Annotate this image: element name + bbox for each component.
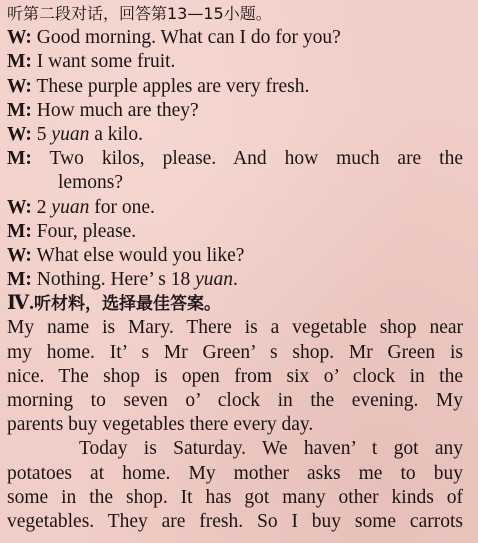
dialogue-text: Two kilos, please. And how much are the — [49, 148, 463, 170]
passage-line: potatoes at home. My mother asks me to buy — [7, 462, 463, 484]
dialogue-text: for one. — [94, 196, 155, 218]
dialogue-text: These purple apples are very fresh. — [36, 75, 310, 97]
dialogue-line — [7, 244, 463, 268]
dialogue-text: Good morning. What can I do for you? — [36, 27, 341, 49]
dialogue-line — [7, 220, 463, 244]
currency-word: yuan — [195, 269, 234, 291]
currency-word: yuan — [51, 123, 90, 145]
passage-line: nice. The shop is open from six o’ clock in the — [7, 365, 463, 387]
speaker-label: M: — [7, 269, 32, 291]
speaker-label: M: — [7, 99, 32, 121]
passage-line: parents buy vegetables there every day. — [7, 414, 314, 436]
dialogue-line — [7, 147, 463, 171]
listening-instruction — [7, 2, 463, 26]
passage-line: my home. It’ s Mr Green’ s shop. Mr Green is — [7, 341, 463, 363]
section-heading — [7, 292, 463, 316]
passage-line: morning to seven o’ clock in the evening. My — [7, 390, 463, 411]
dialogue-continuation — [7, 171, 463, 195]
speaker-label: W: — [7, 244, 32, 266]
dialogue-line — [7, 99, 463, 123]
sentence-end: . — [233, 269, 238, 291]
speaker-label: M: — [7, 148, 32, 170]
passage-line: vegetables. They are fresh. So I buy some carrots — [7, 510, 463, 532]
dialogue-line — [7, 26, 463, 50]
passage-line: Today is Saturday. We haven’ t got any — [79, 438, 463, 460]
dialogue-line — [7, 50, 463, 74]
price-number: 2 — [36, 196, 47, 218]
instruction-text: 听第二段对话，回答第13—15小题。 — [7, 4, 272, 23]
passage-line: some in the shop. It has got many other kinds of — [7, 486, 463, 508]
price-number: 5 — [36, 123, 47, 145]
speaker-label: M: — [7, 220, 32, 242]
speaker-label: W: — [7, 123, 32, 145]
page-content — [7, 2, 463, 534]
dialogue-text: How much are they? — [36, 99, 199, 121]
currency-word: yuan — [51, 196, 90, 218]
dialogue-text: Four, please. — [36, 220, 137, 242]
dialogue-line — [7, 123, 463, 147]
dialogue-line — [7, 268, 463, 292]
speaker-label: W: — [7, 196, 32, 218]
section-title: 听材料，选择最佳答案。 — [34, 294, 222, 315]
speaker-label: M: — [7, 51, 32, 73]
dialogue-text: a kilo. — [94, 123, 143, 145]
speaker-label: W: — [7, 27, 32, 49]
dialogue-text: Nothing. Here’ s 18 — [36, 269, 191, 291]
dialogue-line — [7, 75, 463, 99]
dialogue-line — [7, 196, 463, 220]
section-numeral: Ⅳ. — [7, 293, 35, 315]
dialogue-text: I want some fruit. — [36, 51, 176, 73]
dialogue-text: What else would you like? — [36, 244, 245, 266]
dialogue-text: lemons? — [58, 172, 123, 194]
speaker-label: W: — [7, 75, 32, 97]
passage-line: My name is Mary. There is a vegetable shop near — [7, 317, 463, 339]
